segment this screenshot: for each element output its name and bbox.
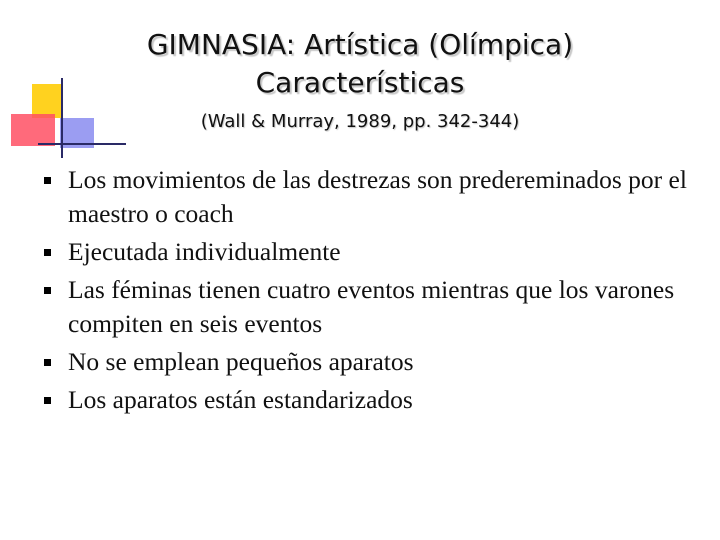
bullet-text: Los movimientos de las destrezas son predereminados por el maestro o coach — [68, 165, 687, 228]
slide-subtitle-citation: (Wall & Murray, 1989, pp. 342-344) — [200, 111, 520, 132]
square-bullet-icon — [44, 177, 51, 184]
bullet-text: Los aparatos están estandarizados — [68, 385, 413, 414]
logo-red-square — [11, 114, 55, 146]
square-bullet-icon — [44, 397, 51, 404]
bullet-item — [40, 235, 700, 269]
bullet-text: Ejecutada individualmente — [68, 237, 341, 266]
square-bullet-icon — [44, 359, 51, 366]
square-bullet-icon — [44, 287, 51, 294]
slide-title-line1: GIMNASIA: Artística (Olímpica) — [146, 28, 574, 61]
logo-horizontal-line — [38, 143, 126, 145]
bullet-text: No se emplean pequeños aparatos — [68, 347, 414, 376]
bullet-item — [40, 383, 700, 417]
square-bullet-icon — [44, 249, 51, 256]
bullet-item — [40, 345, 700, 379]
bullet-item — [40, 163, 700, 231]
bullet-list — [40, 163, 700, 421]
logo-yellow-square — [32, 84, 62, 118]
bullet-text: Las féminas tienen cuatro eventos mientras que los varones compiten en seis eventos — [68, 275, 675, 338]
slide-title-line2: Características — [255, 66, 465, 99]
bullet-item — [40, 273, 700, 341]
